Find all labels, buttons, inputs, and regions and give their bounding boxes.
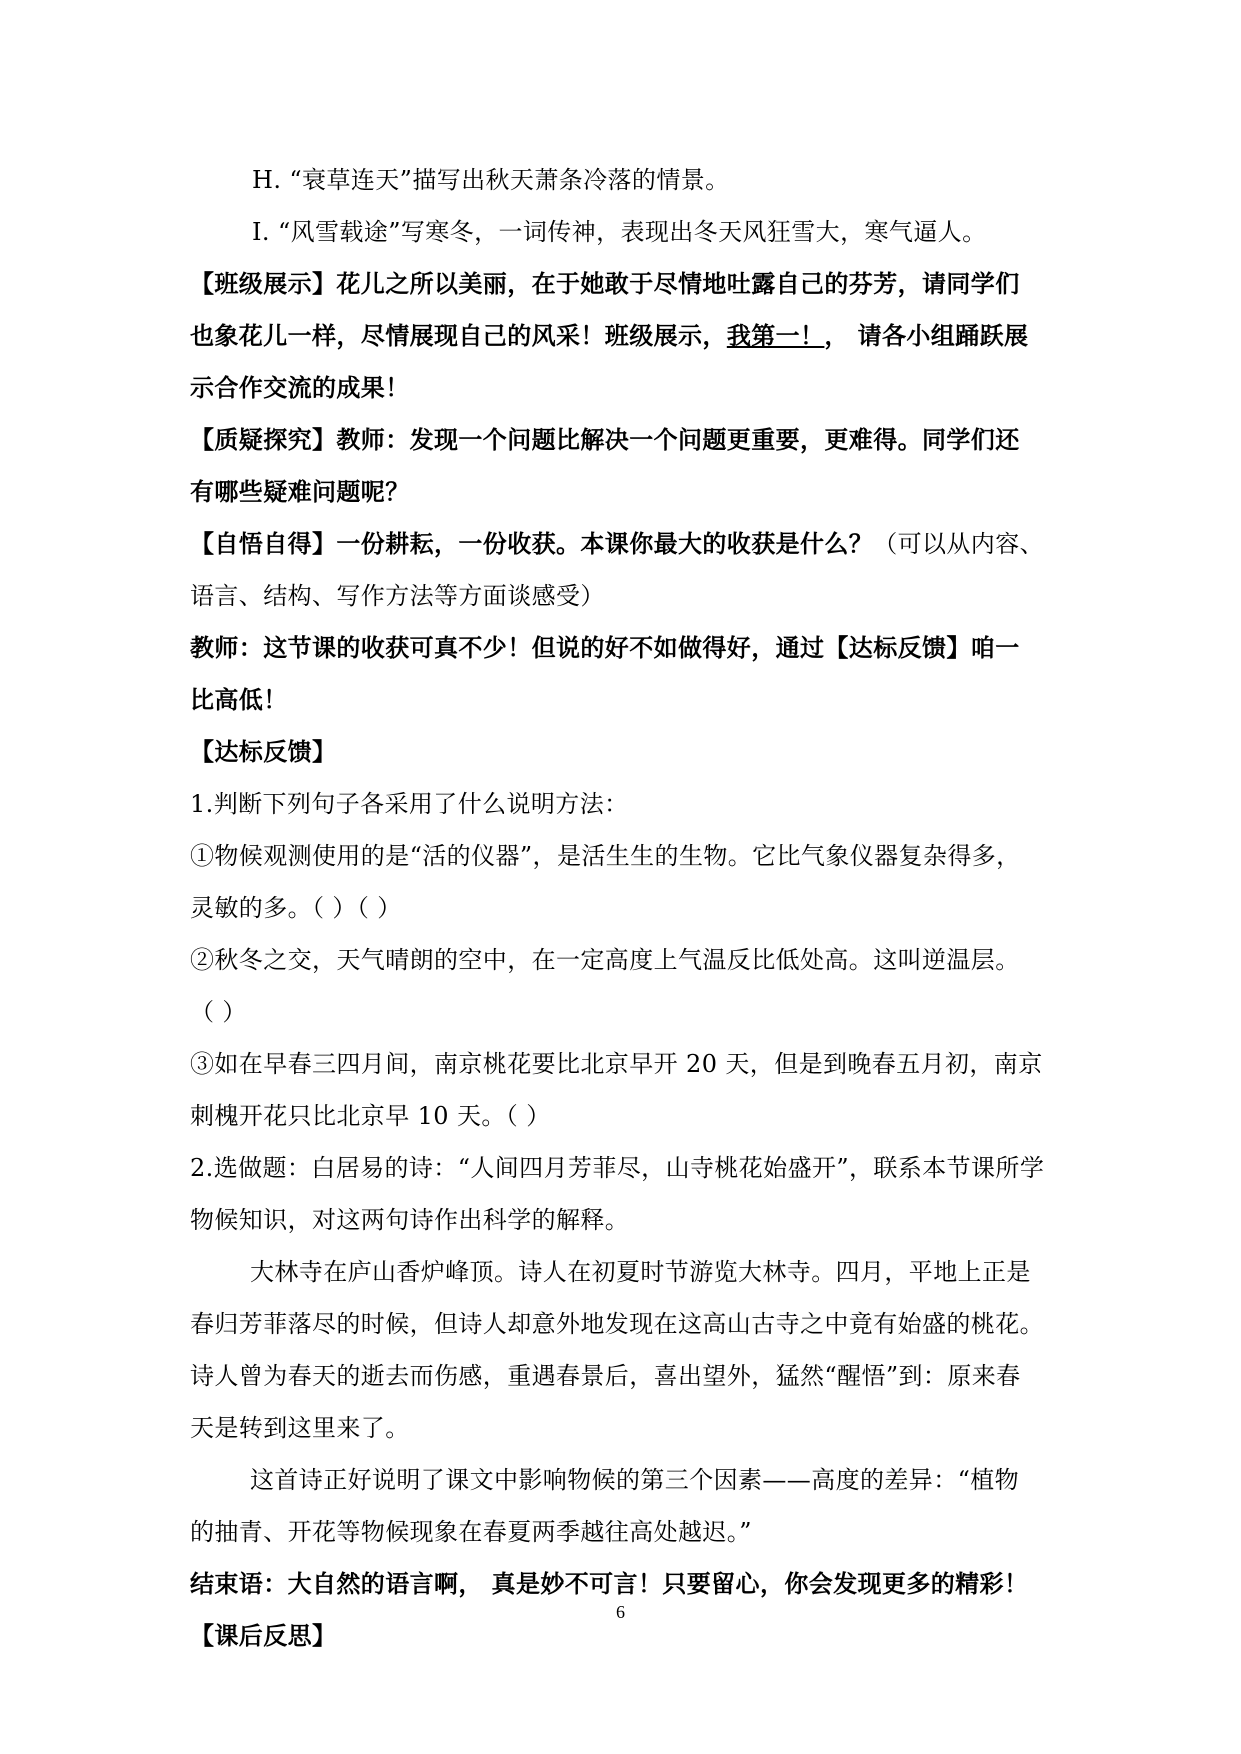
document-body [190, 154, 1050, 1662]
closing-remark: 结束语：大自然的语言啊， 真是妙不可言！只要留心，你会发现更多的精彩！ [190, 1569, 1029, 1598]
class-show-paragraph-line3: 示合作交流的成果！ [190, 373, 410, 402]
post-class-reflection-heading: 【课后反思】 [190, 1621, 337, 1650]
teacher-paragraph-line2: 比高低！ [190, 685, 288, 714]
question-2: 2.选做题：白居易的诗：“人间四月芳菲尽，山寺桃花始盛开”，联系本节课所学 [190, 1154, 1045, 1182]
self-reflection-note: （可以从内容、 [873, 530, 1045, 558]
self-reflection-bold: 【自悟自得】一份耕耘，一份收获。本课你最大的收获是什么？ [190, 529, 874, 558]
class-show-paragraph-line2 [190, 310, 1050, 362]
question-1-item-1-line2: 灵敏的多。（ ）（ ） [190, 894, 402, 922]
class-show-text-end: ， 请各小组踊跃展 [824, 321, 1029, 350]
answer-paragraph-2-line2: 的抽青、开花等物候现象在春夏两季越往高处越迟。” [190, 1518, 752, 1546]
teacher-paragraph: 教师：这节课的收获可真不少！但说的好不如做得好，通过【达标反馈】咱一 [190, 633, 1020, 662]
list-item-h: H. “衰草连天”描写出秋天萧条冷落的情景。 [252, 166, 730, 194]
answer-paragraph-1-line2: 春归芳菲落尽的时候，但诗人却意外地发现在这高山古寺之中竟有始盛的桃花。 [190, 1310, 1044, 1338]
answer-paragraph-2: 这首诗正好说明了课文中影响物候的第三个因素——高度的差异：“植物 [250, 1466, 1020, 1494]
question-1: 1.判断下列句子各采用了什么说明方法： [190, 790, 629, 818]
question-1-item-1: ①物候观测使用的是“活的仪器”，是活生生的生物。它比气象仪器复杂得多， [190, 842, 1021, 870]
list-item-i: I. “风雪载途”写寒冬，一词传神，表现出冬天风狂雪大，寒气逼人。 [252, 218, 987, 246]
question-1-item-2: ②秋冬之交，天气晴朗的空中，在一定高度上气温反比低处高。这叫逆温层。 [190, 946, 1020, 974]
class-show-text: 也象花儿一样，尽情展现自己的风采！班级展示， [190, 321, 727, 350]
inquiry-paragraph-line2: 有哪些疑难问题呢？ [190, 477, 410, 506]
question-1-item-2-line2: （ ） [190, 998, 247, 1026]
answer-paragraph-1: 大林寺在庐山香炉峰顶。诗人在初夏时节游览大林寺。四月，平地上正是 [250, 1258, 1031, 1286]
class-show-paragraph: 【班级展示】花儿之所以美丽，在于她敢于尽情地吐露自己的芬芳，请同学们 [190, 269, 1020, 298]
page-number: 6 [616, 1602, 625, 1622]
slogan-underlined: 我第一！ [726, 321, 825, 350]
answer-paragraph-1-line3: 诗人曾为春天的逝去而伤感，重遇春景后，喜出望外，猛然“醒悟”到：原来春 [190, 1362, 1021, 1390]
inquiry-paragraph: 【质疑探究】教师：发现一个问题比解决一个问题更重要，更难得。同学们还 [190, 425, 1020, 454]
self-reflection-paragraph [190, 518, 1050, 570]
feedback-heading: 【达标反馈】 [190, 737, 337, 766]
question-2-line2: 物候知识，对这两句诗作出科学的解释。 [190, 1206, 630, 1234]
answer-paragraph-1-line4: 天是转到这里来了。 [190, 1414, 410, 1442]
question-1-item-3: ③如在早春三四月间，南京桃花要比北京早开 20 天，但是到晚春五月初，南京 [190, 1050, 1043, 1078]
self-reflection-paragraph-line2: 语言、结构、写作方法等方面谈感受） [190, 582, 605, 610]
question-1-item-3-line2: 刺槐开花只比北京早 10 天。（ ） [190, 1102, 551, 1130]
